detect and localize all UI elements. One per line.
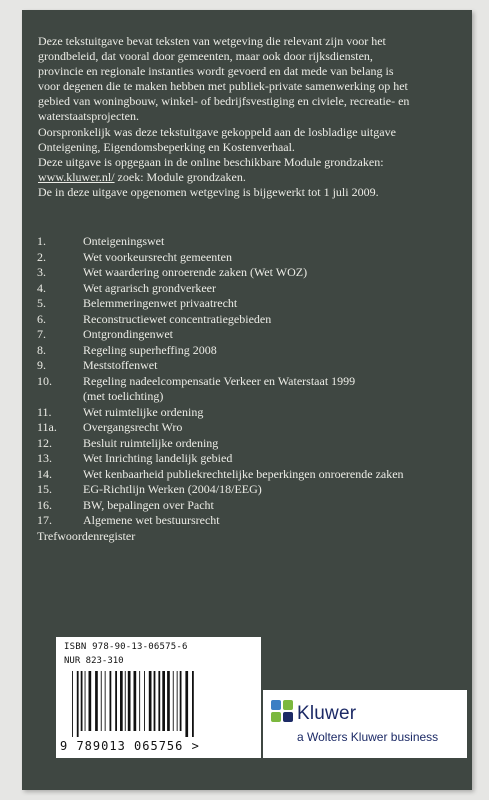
contents-item-number: 10. xyxy=(37,373,52,388)
intro-line: voor degenen die te maken hebben met publiek-private samenwerking op het xyxy=(38,79,408,94)
contents-item xyxy=(37,296,457,312)
contents-item xyxy=(37,374,457,405)
intro-line: waterstaatsprojecten. xyxy=(38,109,139,124)
contents-item-number: 3. xyxy=(37,265,46,279)
contents-item xyxy=(37,513,457,529)
contents-item-number: 1. xyxy=(37,234,46,248)
publisher-logo-panel xyxy=(263,690,467,758)
contents-item-title: Ontgrondingenwet xyxy=(83,327,173,341)
contents-item-title: Meststoffenwet xyxy=(83,358,158,372)
contents-item-number: 12. xyxy=(37,435,52,450)
contents-item-title: Wet Inrichting landelijk gebied xyxy=(83,451,233,465)
intro-line-rest: zoek: Module grondzaken. xyxy=(114,169,246,184)
intro-line: Deze uitgave is opgegaan in de online beschikbare Module grondzaken: xyxy=(38,154,384,169)
contents-item-title: EG-Richtlijn Werken (2004/18/EEG) xyxy=(83,482,262,496)
contents-item xyxy=(37,281,457,297)
contents-item xyxy=(37,482,457,498)
contents-item-number: 17. xyxy=(37,513,52,527)
contents-item-title: BW, bepalingen over Pacht xyxy=(83,497,214,512)
contents-item-title: Wet kenbaarheid publiekrechtelijke beperkingen onroerende zaken xyxy=(83,466,404,481)
contents-item xyxy=(37,327,457,343)
contents-item-title: Wet waardering onroerende zaken (Wet WOZ) xyxy=(83,265,308,279)
contents-item-number: 2. xyxy=(37,249,46,264)
contents-item-continuation: (met toelichting) xyxy=(83,389,164,403)
contents-item xyxy=(37,312,457,328)
contents-item xyxy=(37,405,457,421)
contents-item-number: 8. xyxy=(37,342,46,357)
contents-list xyxy=(37,234,457,544)
barcode-icon xyxy=(70,671,248,737)
intro-line: gebied van woningbouw, winkel- of bedrijfsvestiging en civiele, recreatie- en xyxy=(38,94,410,109)
publisher-tagline: a Wolters Kluwer business xyxy=(297,730,439,744)
contents-item-number: 16. xyxy=(37,497,52,512)
contents-item-number: 15. xyxy=(37,482,52,496)
contents-item-number: 14. xyxy=(37,466,52,481)
contents-item-title: Belemmeringenwet privaatrecht xyxy=(83,296,238,310)
contents-item-title: Overgangsrecht Wro xyxy=(83,420,183,434)
contents-item-number: 4. xyxy=(37,280,46,295)
contents-item-title: Wet voorkeursrecht gemeenten xyxy=(83,249,232,264)
contents-item-number: 11. xyxy=(37,404,52,419)
intro-line: Onteigening, Eigendomsbeperking en Kostenverhaal. xyxy=(38,139,295,154)
contents-item xyxy=(37,420,457,436)
contents-item-number: 5. xyxy=(37,296,46,310)
contents-item-title: Besluit ruimtelijke ordening xyxy=(83,435,219,450)
intro-line: grondbeleid, dat vooral door gemeenten, maar ook door rijksdiensten, xyxy=(38,49,373,64)
intro-line: provincie en regionale instanties wordt gevoerd en dat mede van belang is xyxy=(38,64,394,79)
contents-item-title: Algemene wet bestuursrecht xyxy=(83,513,220,527)
contents-item xyxy=(37,234,457,250)
contents-item xyxy=(37,343,457,359)
contents-item-title: Wet ruimtelijke ordening xyxy=(83,404,204,419)
contents-item xyxy=(37,265,457,281)
contents-item-title: Regeling superheffing 2008 xyxy=(83,342,217,357)
contents-item-number: 6. xyxy=(37,311,46,326)
intro-line: De in deze uitgave opgenomen wetgeving is bijgewerkt tot 1 juli 2009. xyxy=(38,184,379,199)
contents-item-number: 9. xyxy=(37,358,46,372)
contents-item xyxy=(37,250,457,266)
intro-line xyxy=(38,170,458,185)
barcode-label xyxy=(56,637,261,758)
intro-line: Deze tekstuitgave bevat teksten van wetgeving die relevant zijn voor het xyxy=(38,34,386,48)
contents-item xyxy=(37,498,457,514)
barcode-digits: 9 789013 065756 > xyxy=(60,739,200,753)
nur-text: NUR 823-310 xyxy=(64,656,124,666)
contents-item-number: 11a. xyxy=(37,420,57,434)
contents-item-number: 7. xyxy=(37,327,46,341)
kluwer-link[interactable]: www.kluwer.nl/ xyxy=(38,169,115,184)
contents-item xyxy=(37,358,457,374)
contents-item-title: Wet agrarisch grondverkeer xyxy=(83,280,216,295)
kluwer-logo-icon xyxy=(271,700,293,722)
contents-item xyxy=(37,436,457,452)
contents-item-title: Onteigeningswet xyxy=(83,234,165,248)
publisher-name: Kluwer xyxy=(297,703,357,724)
contents-item xyxy=(37,467,457,483)
intro-line: Oorspronkelijk was deze tekstuitgave gekoppeld aan de losbladige uitgave xyxy=(38,124,396,139)
contents-item-title: Regeling nadeelcompensatie Verkeer en Waterstaat 1999 xyxy=(83,373,356,388)
contents-item-number: 13. xyxy=(37,451,52,465)
isbn-text: ISBN 978-90-13-06575-6 xyxy=(64,642,188,652)
intro-text xyxy=(38,34,458,200)
contents-item xyxy=(37,451,457,467)
contents-item-title: Reconstructiewet concentratiegebieden xyxy=(83,311,272,326)
contents-register: Trefwoordenregister xyxy=(37,528,136,543)
